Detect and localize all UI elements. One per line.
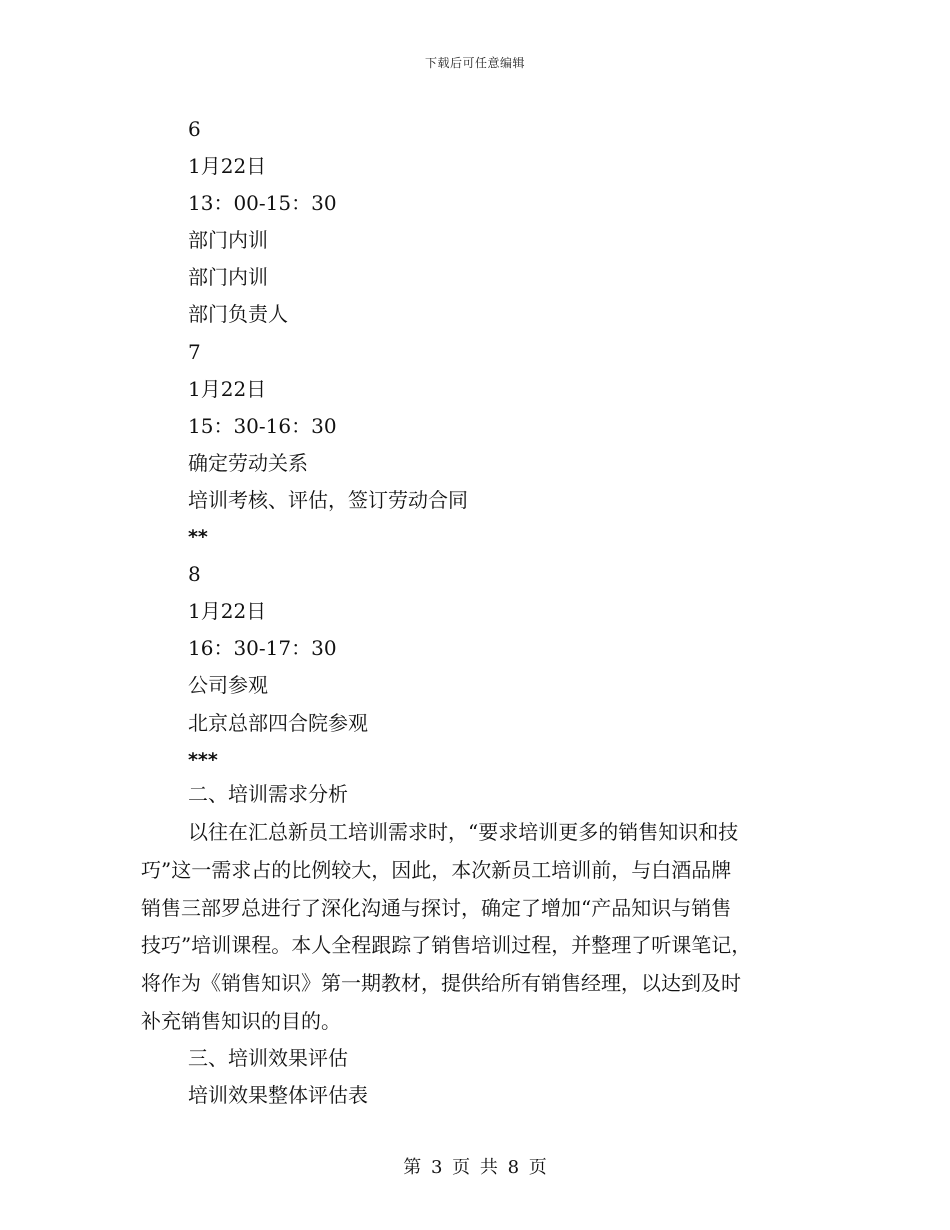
paragraph-line: 销售三部罗总进行了深化沟通与探讨，确定了增加“产品知识与销售 — [141, 895, 732, 920]
entry-number: 8 — [188, 562, 201, 587]
paragraph-line: 将作为《销售知识》第一期教材，提供给所有销售经理，以达到及时 — [141, 971, 741, 996]
paragraph-line: 巧”这一需求占的比例较大，因此，本次新员工培训前，与白酒品牌 — [141, 857, 732, 882]
evaluation-table-title: 培训效果整体评估表 — [188, 1083, 368, 1107]
entry-date: 1月22日 — [188, 376, 267, 401]
section-heading-effect-evaluation: 三、培训效果评估 — [188, 1046, 348, 1070]
entry-time: 16：30-17：30 — [188, 636, 337, 661]
paragraph-line: 补充销售知识的目的。 — [141, 1008, 341, 1033]
needs-analysis-paragraph — [141, 814, 806, 1041]
entry-date: 1月22日 — [188, 599, 267, 624]
schedule-entries — [188, 111, 828, 779]
entry-time: 13：00-15：30 — [188, 191, 337, 216]
entry-trainer: 部门负责人 — [188, 302, 288, 327]
entry-content: 北京总部四合院参观 — [188, 710, 368, 735]
entry-time: 15：30-16：30 — [188, 413, 337, 438]
section-heading-needs-analysis: 二、培训需求分析 — [188, 782, 348, 806]
entry-topic: 公司参观 — [188, 673, 268, 698]
entry-topic: 部门内训 — [188, 228, 268, 253]
entry-content: 部门内训 — [188, 265, 268, 290]
page-header-note: 下载后可任意编辑 — [424, 56, 525, 70]
entry-content: 培训考核、评估，签订劳动合同 — [188, 487, 468, 512]
entry-date: 1月22日 — [188, 154, 267, 179]
entry-trainer-masked: ** — [188, 526, 208, 549]
entry-topic: 确定劳动关系 — [188, 450, 308, 475]
paragraph-line: 技巧”培训课程。本人全程跟踪了销售培训过程，并整理了听课笔记， — [141, 933, 752, 958]
page-number-footer: 第 3 页 共 8 页 — [403, 1157, 547, 1178]
paragraph-line: 以往在汇总新员工培训需求时，“要求培训更多的销售知识和技 — [188, 820, 739, 844]
entry-trainer-masked: *** — [188, 748, 218, 771]
entry-number: 6 — [188, 117, 201, 141]
entry-number: 7 — [188, 339, 201, 364]
